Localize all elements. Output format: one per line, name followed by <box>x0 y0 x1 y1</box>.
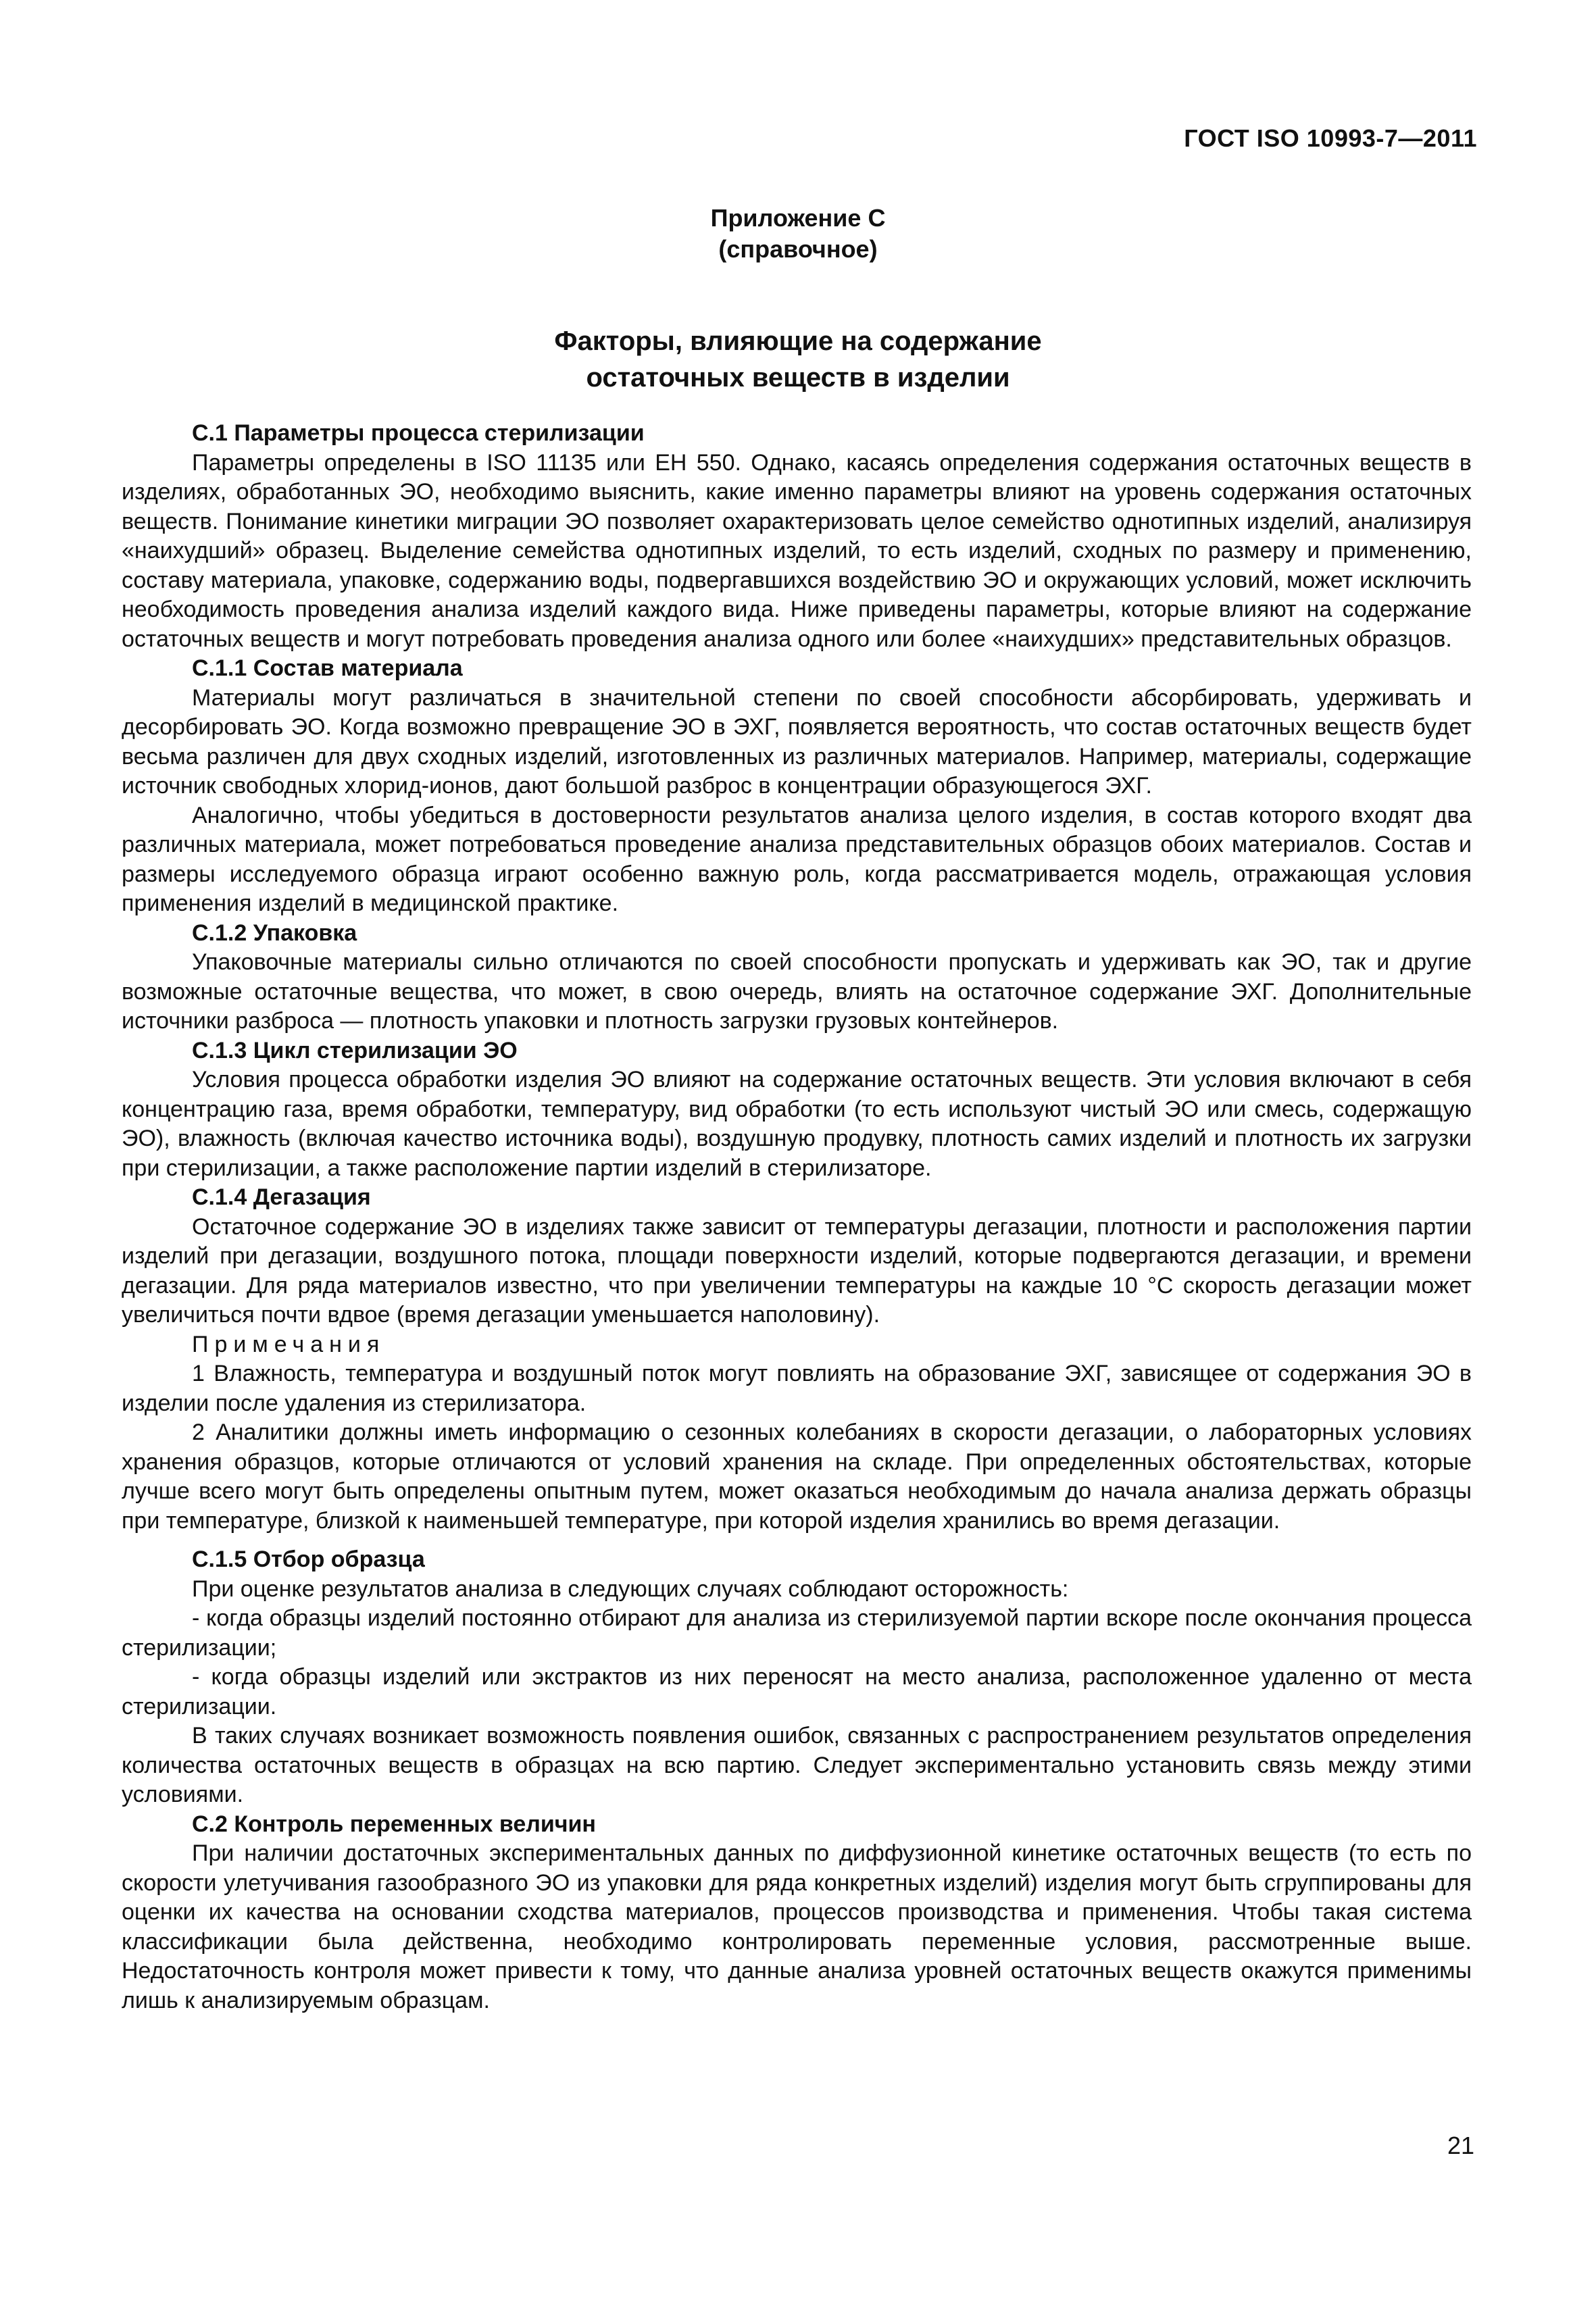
section-c1-5-paragraph-2: В таких случаях возникает возможность появления ошибок, связанных с распространением результатов определения количества остаточных веществ в образцах на всю партию. Следует экспериментально установить связь между этими условиями. <box>122 1723 1472 1807</box>
section-c1-5-list-item-2: - когда образцы изделий или экстрактов из них переносят на место анализа, расположенное удаленно от места стерилизации. <box>122 1664 1472 1719</box>
annex-heading <box>0 203 1596 265</box>
page-number: 21 <box>1447 2132 1474 2159</box>
section-heading-c1-4: С.1.4 Дегазация <box>192 1184 371 1210</box>
section-heading-c1: С.1 Параметры процесса стерилизации <box>192 420 645 446</box>
section-c2-paragraph: При наличии достаточных экспериментальных данных по диффузионной кинетике остаточных веществ (то есть по скорости улетучивания газообразного ЭО из упаковки для ряда конкретных изделий) изделия могут быть сгруппированы для оценки их качества на основании сходства материалов, процессов производства и применения. Чтобы такая система классификации была действенна, необходимо контролировать переменные условия, рассмотренные выше. Недостаточность контроля может привести к тому, что данные анализа уровней остаточных веществ окажутся применимы лишь к анализируемым образцам. <box>122 1840 1472 2013</box>
section-heading-c1-1: С.1.1 Состав материала <box>192 655 463 681</box>
annex-status: (справочное) <box>718 235 878 263</box>
annex-title <box>0 323 1596 396</box>
section-heading-c1-5: С.1.5 Отбор образца <box>192 1546 425 1572</box>
notes-label: Примечания <box>192 1331 386 1357</box>
document-header-id: ГОСТ ISO 10993-7—2011 <box>1184 124 1477 152</box>
document-body <box>122 419 1472 2015</box>
section-c1-1-paragraph-1: Материалы могут различаться в значительной степени по своей способности абсорбировать, удерживать и десорбировать ЭО. Когда возможно превращение ЭО в ЭХГ, появляется вероятность, что состав остаточных веществ будет весьма различен для двух сходных изделий, изготовленных из различных материалов. Например, материалы, содержащие источник свободных хлорид-ионов, дают большой разброс в концентрации образующегося ЭХГ. <box>122 684 1472 799</box>
note-1: 1 Влажность, температура и воздушный поток могут повлиять на образование ЭХГ, зависящее от содержания ЭО в изделии после удаления из стерилизатора. <box>122 1361 1472 1416</box>
section-c1-4-paragraph: Остаточное содержание ЭО в изделиях также зависит от температуры дегазации, плотности и расположения партии изделий при дегазации, воздушного потока, площади поверхности изделий, которые подвергаются дегазации, и времени дегазации. Для ряда материалов известно, что при увеличении температуры на каждые 10 °С скорость дегазации может увеличиться почти вдвое (время дегазации уменьшается наполовину). <box>122 1213 1472 1328</box>
section-heading-c1-2: С.1.2 Упаковка <box>192 920 357 946</box>
annex-label: Приложение С <box>710 204 886 232</box>
annex-title-line1: Факторы, влияющие на содержание <box>554 326 1042 356</box>
section-c1-paragraph: Параметры определены в ISO 11135 или ЕН 550. Однако, касаясь определения содержания остаточных веществ в изделиях, обработанных ЭО, необходимо выяснить, какие именно параметры влияют на уровень содержания остаточных веществ. Понимание кинетики миграции ЭО позволяет охарактеризовать целое семейство однотипных изделий, анализируя «наихудший» образец. Выделение семейства однотипных изделий, то есть изделий, сходных по размеру и применению, составу материала, упаковке, содержанию воды, подвергавшихся воздействию ЭО и окружающих условий, может исключить необходимость проведения анализа изделий каждого вида. Ниже приведены параметры, которые влияют на содержание остаточных веществ и могут потребовать проведения анализа одного или более «наихудших» представительных образцов. <box>122 449 1472 652</box>
section-c1-2-paragraph: Упаковочные материалы сильно отличаются по своей способности пропускать и удерживать как ЭО, так и другие возможные остаточные вещества, что может, в свою очередь, влиять на остаточное содержание ЭХГ. Дополнительные источники разброса — плотность упаковки и плотность загрузки грузовых контейнеров. <box>122 949 1472 1034</box>
section-c1-3-paragraph: Условия процесса обработки изделия ЭО влияют на содержание остаточных веществ. Эти условия включают в себя концентрацию газа, время обработки, температуру, вид обработки (то есть используют чистый ЭО или смесь, содержащую ЭО), влажность (включая качество источника воды), воздушную продувку, плотность самих изделий и плотность их загрузки при стерилизации, а также расположение партии изделий в стерилизаторе. <box>122 1067 1472 1181</box>
section-c1-5-list-item-1: - когда образцы изделий постоянно отбирают для анализа из стерилизуемой партии вскоре после окончания процесса стерилизации; <box>122 1605 1472 1661</box>
section-heading-c2: С.2 Контроль переменных величин <box>192 1811 596 1837</box>
note-2: 2 Аналитики должны иметь информацию о сезонных колебаниях в скорости дегазации, о лабораторных условиях хранения образцов, которые отличаются от условий хранения на складе. При определенных обстоятельствах, которые лучше всего могут быть определены опытным путем, может оказаться необходимым до начала анализа держать образцы при температуре, близкой к наименьшей температуре, при которой изделия хранились во время дегазации. <box>122 1419 1472 1534</box>
section-spacer <box>122 1536 1472 1545</box>
section-c1-1-paragraph-2: Аналогично, чтобы убедиться в достоверности результатов анализа целого изделия, в состав которого входят два различных материала, может потребоваться проведение анализа представительных образцов обоих материалов. Состав и размеры исследуемого образца играют особенно важную роль, когда рассматривается модель, отражающая условия применения изделий в медицинской практике. <box>122 802 1472 916</box>
section-c1-5-paragraph-1: При оценке результатов анализа в следующих случаях соблюдают осторожность: <box>192 1576 1069 1602</box>
section-heading-c1-3: С.1.3 Цикл стерилизации ЭО <box>192 1037 518 1063</box>
annex-title-line2: остаточных веществ в изделии <box>586 363 1010 393</box>
